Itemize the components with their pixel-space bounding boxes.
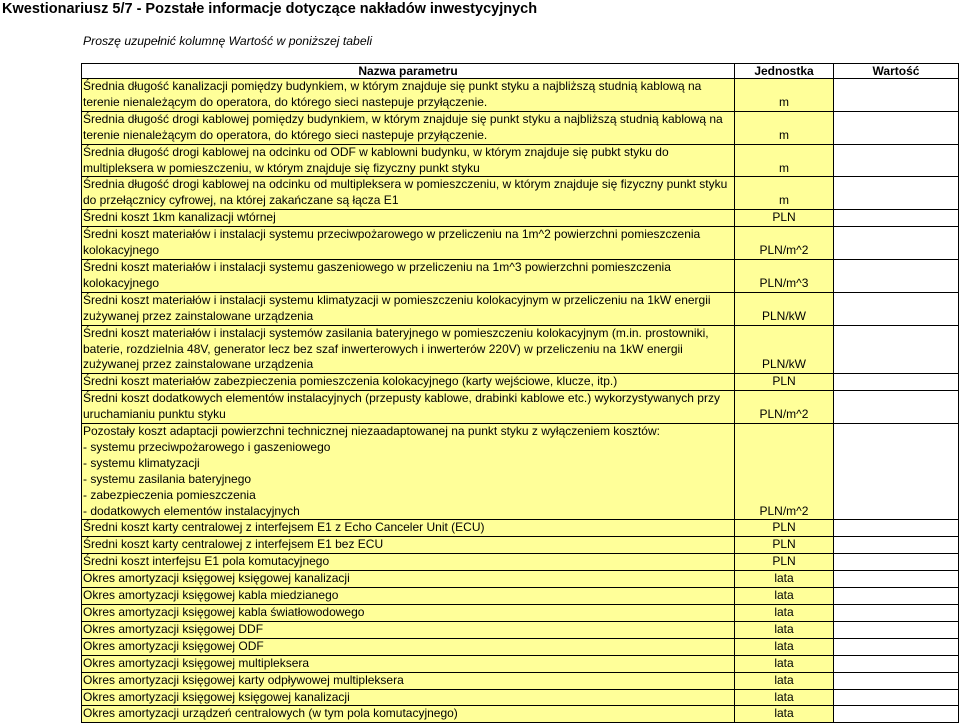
header-unit: Jednostka: [735, 64, 834, 79]
page-title: Kwestionariusz 5/7 - Pozstałe informacje dotyczące nakładów inwestycyjnych: [2, 1, 538, 17]
value-input-cell[interactable]: [834, 259, 959, 292]
table-row: [82, 706, 959, 723]
unit-cell: lata: [735, 638, 834, 655]
parameter-name: Okres amortyzacji księgowej ODF: [82, 638, 735, 655]
parameter-name: Okres amortyzacji księgowej kabla światłowodowego: [82, 605, 735, 622]
value-input-cell[interactable]: [834, 111, 959, 144]
parameter-name: Średni koszt materiałów i instalacji systemu gaszeniowego w przeliczeniu na 1m^3 powierzchni pomieszczenia kolokacyjnego: [82, 259, 735, 292]
unit-cell: m: [735, 79, 834, 112]
value-input-cell[interactable]: [834, 537, 959, 554]
unit-cell: PLN: [735, 374, 834, 391]
parameter-name: Średnia długość kanalizacji pomiędzy budynkiem, w którym znajduje się punkt styku a najbliższą studnią kablową na terenie nienależącym do operatora, do którego sieci nastepuje przyłączenie.: [82, 79, 735, 112]
parameter-name: Średni koszt materiałów i instalacji systemu przeciwpożarowego w przeliczeniu na 1m^2 powierzchni pomieszczenia kolokacyjnego: [82, 227, 735, 260]
page-subtitle: Proszę uzupełnić kolumnę Wartość w poniższej tabeli: [83, 34, 373, 48]
value-input-cell[interactable]: [834, 571, 959, 588]
value-input-cell[interactable]: [834, 177, 959, 210]
unit-cell: PLN: [735, 210, 834, 227]
table-row: [82, 210, 959, 227]
header-parameter-name: Nazwa parametru: [82, 64, 735, 79]
table-row: [82, 79, 959, 112]
value-input-cell[interactable]: [834, 621, 959, 638]
header-value: Wartość: [834, 64, 959, 79]
value-input-cell[interactable]: [834, 210, 959, 227]
parameter-name: Okres amortyzacji księgowej karty odpływowej multipleksera: [82, 672, 735, 689]
table-row: [82, 177, 959, 210]
table-row: [82, 292, 959, 325]
value-input-cell[interactable]: [834, 144, 959, 177]
value-input-cell[interactable]: [834, 325, 959, 374]
parameter-name: Średni koszt interfejsu E1 pola komutacyjnego: [82, 554, 735, 571]
table-row: [82, 111, 959, 144]
value-input-cell[interactable]: [834, 672, 959, 689]
value-input-cell[interactable]: [834, 292, 959, 325]
parameter-name: Okres amortyzacji księgowej księgowej kanalizacji: [82, 689, 735, 706]
unit-cell: PLN/kW: [735, 292, 834, 325]
parameter-name: Okres amortyzacji księgowej kabla miedzianego: [82, 588, 735, 605]
value-input-cell[interactable]: [834, 689, 959, 706]
table-row: [82, 571, 959, 588]
table-row: [82, 520, 959, 537]
unit-cell: lata: [735, 672, 834, 689]
value-input-cell[interactable]: [834, 605, 959, 622]
table-row: [82, 689, 959, 706]
table-row: [82, 374, 959, 391]
table-row: [82, 391, 959, 424]
table-row: [82, 424, 959, 520]
parameter-name: Średnia długość drogi kablowej na odcinku od ODF w kablowni budynku, w którym znajduje się pubkt styku do multipleksera w pomieszczeniu, w którym znajduje się fizyczny punkt styku: [82, 144, 735, 177]
unit-cell: PLN/m^2: [735, 227, 834, 260]
table-row: [82, 554, 959, 571]
table-row: [82, 144, 959, 177]
unit-cell: PLN/m^3: [735, 259, 834, 292]
parameter-name: Okres amortyzacji księgowej DDF: [82, 621, 735, 638]
value-input-cell[interactable]: [834, 655, 959, 672]
parameter-name: Średni koszt materiałów i instalacji systemów zasilania bateryjnego w pomieszczeniu kolokacyjnym (m.in. prostowniki, baterie, rozdzielnia 48V, generator lecz bez szaf inwerterowych i inwerterów 220V) w przeliczeniu na 1kW energii zużywanej przez zainstalowane urządzenia: [82, 325, 735, 374]
unit-cell: PLN/m^2: [735, 424, 834, 520]
unit-cell: PLN: [735, 554, 834, 571]
table-row: [82, 259, 959, 292]
unit-cell: lata: [735, 689, 834, 706]
parameter-name: Średni koszt 1km kanalizacji wtórnej: [82, 210, 735, 227]
value-input-cell[interactable]: [834, 638, 959, 655]
parameter-name: Średni koszt karty centralowej z interfejsem E1 bez ECU: [82, 537, 735, 554]
table-row: [82, 655, 959, 672]
table-row: [82, 638, 959, 655]
parameter-name: Pozostały koszt adaptacji powierzchni technicznej niezaadaptowanej na punkt styku z wyłączeniem kosztów: - systemu przeciwpożarowego i gaszeniowego - systemu klimatyzacji - systemu zasilania bateryjnego - zabezpieczenia pomieszczenia - dodatkowych elementów instalacyjnych: [82, 424, 735, 520]
unit-cell: lata: [735, 706, 834, 723]
unit-cell: lata: [735, 571, 834, 588]
table-row: [82, 325, 959, 374]
unit-cell: lata: [735, 655, 834, 672]
unit-cell: lata: [735, 588, 834, 605]
parameter-name: Średni koszt materiałów i instalacji systemu klimatyzacji w pomieszczeniu kolokacyjnym w przeliczeniu na 1kW energii zużywanej przez zainstalowane urządzenia: [82, 292, 735, 325]
unit-cell: lata: [735, 621, 834, 638]
table-row: [82, 227, 959, 260]
parameter-name: Okres amortyzacji urządzeń centralowych (w tym pola komutacyjnego): [82, 706, 735, 723]
unit-cell: PLN: [735, 520, 834, 537]
value-input-cell[interactable]: [834, 706, 959, 723]
value-input-cell[interactable]: [834, 520, 959, 537]
table-row: [82, 537, 959, 554]
value-input-cell[interactable]: [834, 391, 959, 424]
parameter-name: Okres amortyzacji księgowej księgowej kanalizacji: [82, 571, 735, 588]
unit-cell: m: [735, 144, 834, 177]
parameter-name: Średni koszt materiałów zabezpieczenia pomieszczenia kolokacyjnego (karty wejściowe, klucze, itp.): [82, 374, 735, 391]
value-input-cell[interactable]: [834, 588, 959, 605]
unit-cell: m: [735, 177, 834, 210]
table-header-row: [82, 64, 959, 79]
unit-cell: PLN: [735, 537, 834, 554]
parameter-name: Okres amortyzacji księgowej multipleksera: [82, 655, 735, 672]
table-row: [82, 672, 959, 689]
value-input-cell[interactable]: [834, 424, 959, 520]
value-input-cell[interactable]: [834, 79, 959, 112]
parameters-table: [81, 63, 959, 723]
parameter-name: Średni koszt dodatkowych elementów instalacyjnych (przepusty kablowe, drabinki kablowe etc.) wykorzystywanych przy uruchamianiu punktu styku: [82, 391, 735, 424]
value-input-cell[interactable]: [834, 554, 959, 571]
table-row: [82, 621, 959, 638]
unit-cell: m: [735, 111, 834, 144]
unit-cell: lata: [735, 605, 834, 622]
table-row: [82, 588, 959, 605]
parameter-name: Średni koszt karty centralowej z interfejsem E1 z Echo Canceler Unit (ECU): [82, 520, 735, 537]
unit-cell: PLN/m^2: [735, 391, 834, 424]
unit-cell: PLN/kW: [735, 325, 834, 374]
parameter-name: Średnia długość drogi kablowej na odcinku od multipleksera w pomieszczeniu, w którym znajduje się fizyczny punkt styku do przełącznicy cyfrowej, na której zakańczane są łącza E1: [82, 177, 735, 210]
value-input-cell[interactable]: [834, 227, 959, 260]
table-row: [82, 605, 959, 622]
parameter-name: Średnia długość drogi kablowej pomiędzy budynkiem, w którym znajduje się punkt styku a najbliższą studnią kablową na terenie nienależącym do operatora, do którego sieci nastepuje przyłączenie.: [82, 111, 735, 144]
value-input-cell[interactable]: [834, 374, 959, 391]
